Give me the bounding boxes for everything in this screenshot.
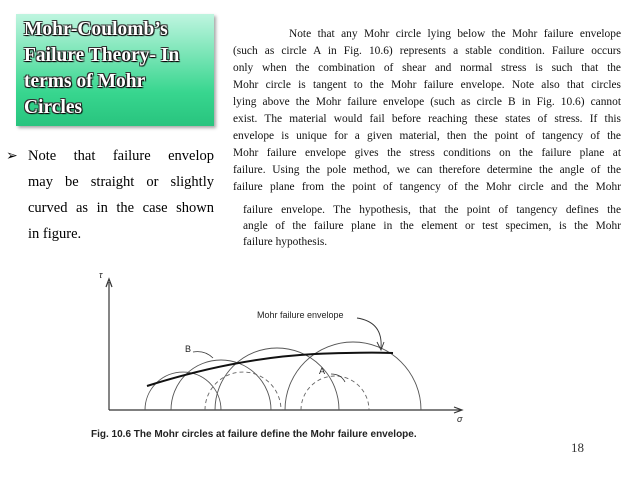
slide-title-line: Failure Theory- In [24, 45, 180, 66]
bullet-text-line: may be straight or slightly [28, 174, 214, 190]
scanned-text-line: (such as circle A in Fig. 10.6) represents a stable condition. Failure occurs [233, 45, 621, 57]
slide-title-line: terms of Mohr [24, 71, 146, 92]
bullet-text-line: Note that failure envelop [28, 148, 214, 164]
scanned-text-line: lying above the Mohr failure envelope (such as circle B in Fig. 10.6) cannot [233, 96, 621, 108]
mohr-circles-diagram [85, 266, 478, 449]
page-number: 18 [571, 440, 584, 455]
scanned-text-line: Mohr failure envelope gives the stress conditions on the failure plane at [233, 147, 621, 159]
mohr-circle-a [301, 376, 369, 410]
mohr-failure-envelope [147, 353, 393, 386]
scanned-text-line: Mohr circle is tangent to the Mohr failure envelope. Note also that circles [233, 79, 621, 91]
scanned-text-line: only when the combination of shear and normal stress is such that the [233, 62, 621, 74]
circle-a-leader [331, 374, 345, 382]
scanned-text-block [233, 28, 621, 204]
circle-a-label: A [319, 366, 326, 376]
scanned-text-line: failure plane from the point of tangency of the Mohr circle and the Mohr [233, 181, 621, 193]
scanned-text-line: failure. Using the pole method, we can therefore determine the angle of the [233, 164, 621, 176]
circle-b-label: B [185, 344, 192, 354]
scanned-text-line: failure envelope. The hypothesis, that the point of tangency defines the [243, 204, 621, 216]
scanned-text-line: failure hypothesis. [243, 236, 328, 248]
scanned-text-line: Note that any Mohr circle lying below the Mohr failure envelope [289, 28, 621, 40]
scanned-text-block-continued [243, 203, 621, 250]
slide-title-line: Circles [24, 97, 83, 118]
figure-caption: Fig. 10.6 The Mohr circles at failure define the Mohr failure envelope. [91, 429, 417, 440]
slide-title-line: Mohr-Coulomb’s [24, 19, 168, 40]
slide-title-box [16, 14, 214, 126]
scanned-text-line: angle of the failure plane in the element or test specimen, is the Mohr [243, 220, 621, 232]
tau-axis-label: τ [99, 270, 103, 280]
bullet-text-line: curved as in the case shown [28, 200, 214, 216]
envelope-label: Mohr failure envelope [257, 310, 344, 320]
circle-b-leader [193, 352, 213, 358]
mohr-circle-figure [85, 266, 478, 449]
scanned-text-line: envelope is unique for a given material, then the point of tangency of the [233, 130, 621, 142]
arrow-bullet-icon: ➢ [6, 148, 18, 164]
sigma-axis-label: σ [457, 414, 463, 424]
scanned-text-line: exist. The material would fail before reaching these states of stress. If this [233, 113, 621, 125]
mohr-circle [171, 360, 271, 410]
bullet-text-line: in figure. [28, 226, 82, 242]
